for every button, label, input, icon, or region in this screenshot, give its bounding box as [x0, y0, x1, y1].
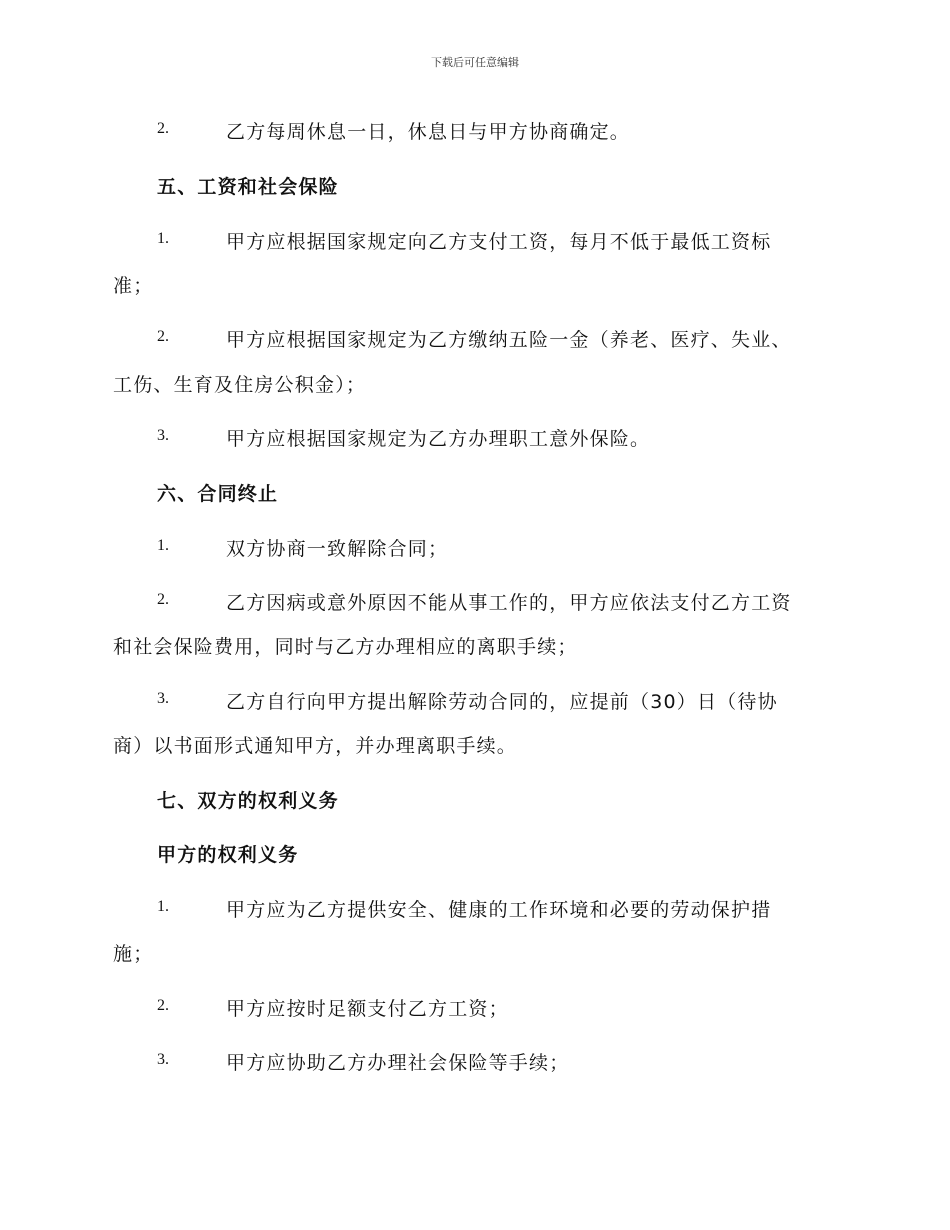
line-text: 甲方应按时足额支付乙方工资； — [226, 998, 509, 1020]
line-text: 七、双方的权利义务 — [157, 790, 339, 812]
line-text: 甲方应根据国家规定向乙方支付工资，每月不低于最低工资标 — [226, 231, 772, 253]
line-text: 准； — [113, 275, 154, 297]
item-number: 1. — [157, 898, 169, 915]
line-text: 甲方应根据国家规定为乙方缴纳五险一金（养老、医疗、失业、 — [226, 329, 792, 351]
line-text: 六、合同终止 — [157, 483, 279, 505]
item-number: 3. — [157, 690, 169, 707]
line-text: 施； — [113, 943, 154, 965]
line-text: 和社会保险费用，同时与乙方办理相应的离职手续； — [113, 636, 578, 658]
line-text: 甲方应协助乙方办理社会保险等手续； — [226, 1052, 570, 1074]
item-number: 2. — [157, 120, 169, 137]
item-number: 2. — [157, 591, 169, 608]
line-text: 乙方自行向甲方提出解除劳动合同的，应提前（30）日（待协 — [226, 691, 778, 713]
line-text: 乙方每周休息一日，休息日与甲方协商确定。 — [226, 121, 631, 143]
line-text: 五、工资和社会保险 — [157, 176, 339, 198]
item-number: 3. — [157, 1051, 169, 1068]
line-text: 甲方应为乙方提供安全、健康的工作环境和必要的劳动保护措 — [226, 899, 772, 921]
item-number: 1. — [157, 537, 169, 554]
line-text: 甲方应根据国家规定为乙方办理职工意外保险。 — [226, 428, 651, 450]
line-text: 双方协商一致解除合同； — [226, 538, 449, 560]
item-number: 2. — [157, 328, 169, 345]
line-text: 商）以书面形式通知甲方，并办理离职手续。 — [113, 735, 518, 757]
line-text: 甲方的权利义务 — [157, 844, 299, 866]
line-text: 乙方因病或意外原因不能从事工作的，甲方应依法支付乙方工资 — [226, 592, 792, 614]
item-number: 1. — [157, 230, 169, 247]
item-number: 2. — [157, 997, 169, 1014]
line-text: 工伤、生育及住房公积金）； — [113, 374, 367, 396]
item-number: 3. — [157, 427, 169, 444]
page-header: 下载后可任意编辑 — [431, 56, 519, 69]
